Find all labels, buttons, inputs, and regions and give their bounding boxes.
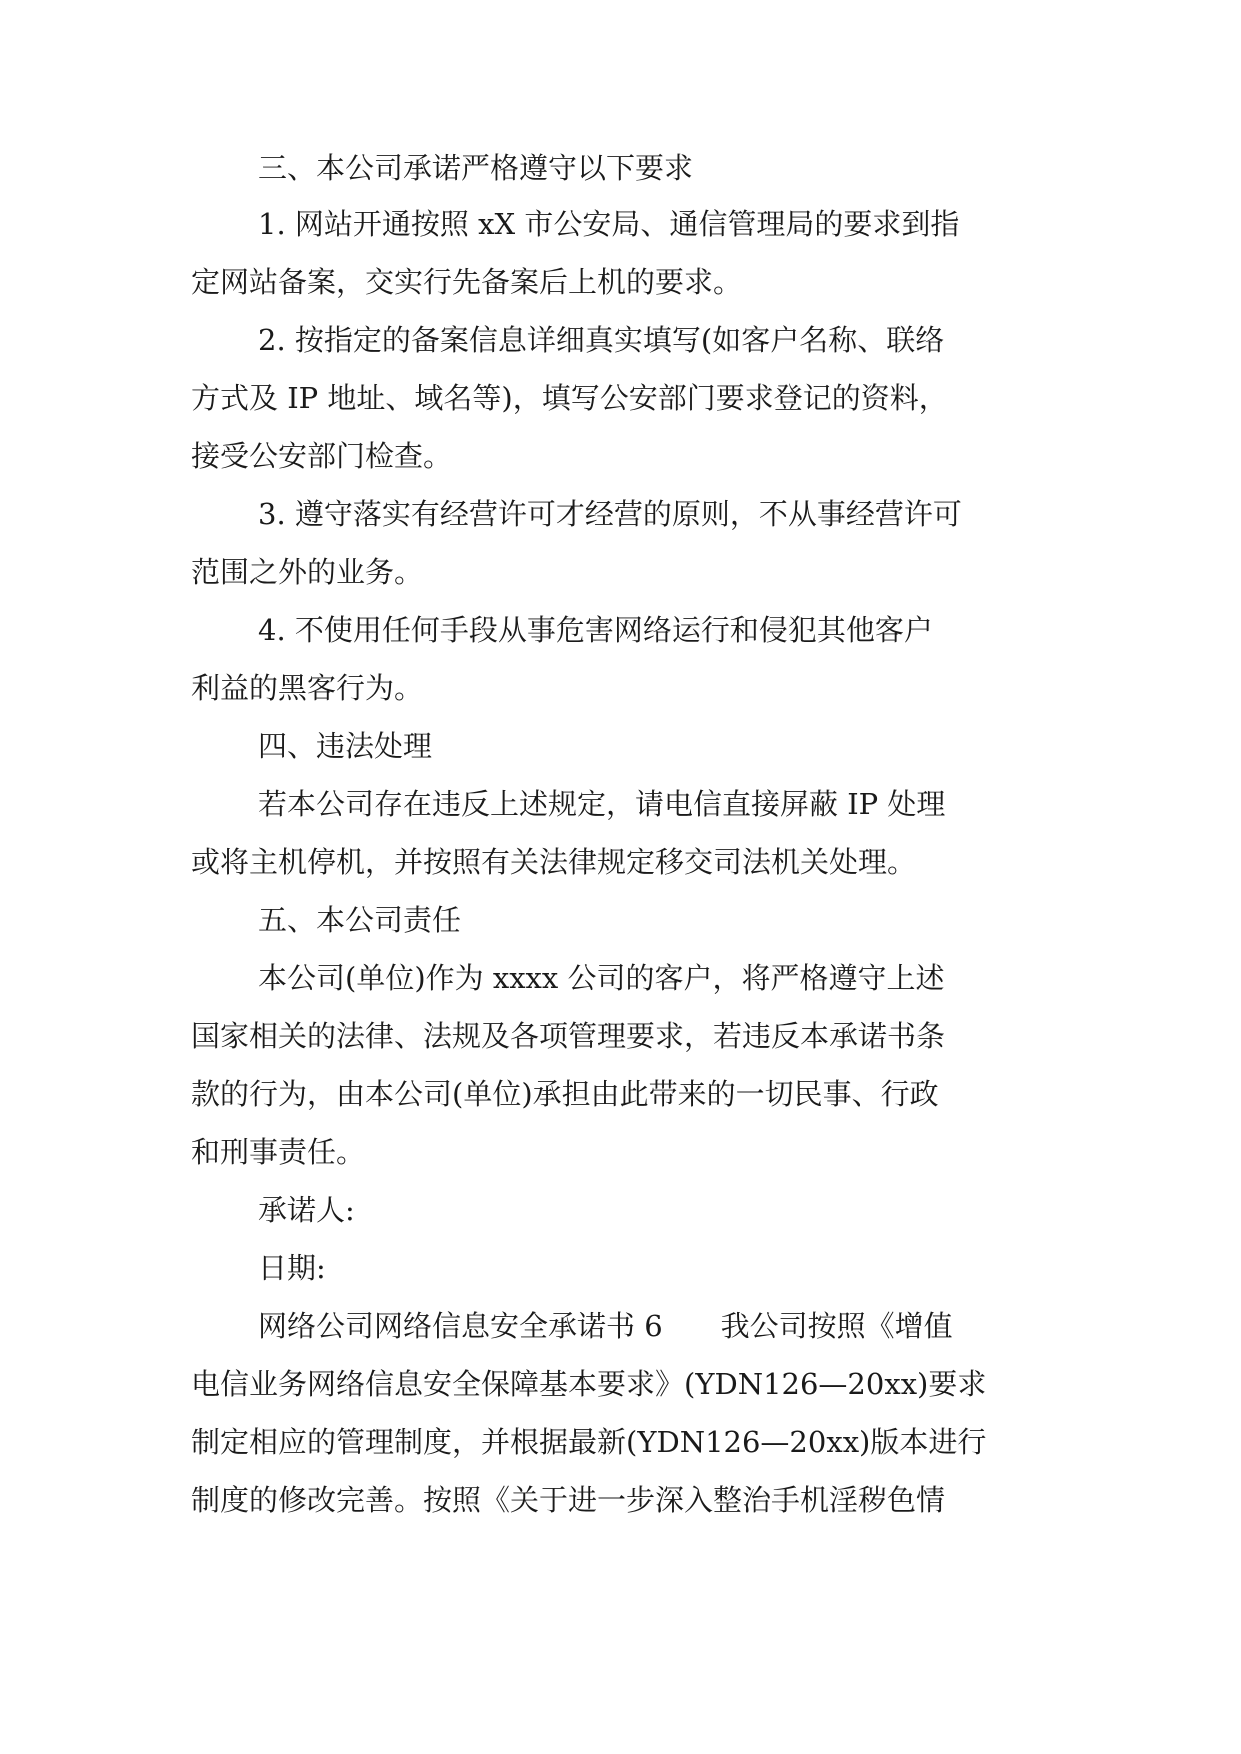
paragraph-line: 或将主机停机，并按照有关法律规定移交司法机关处理。 [191,845,917,879]
paragraph-line: 和刑事责任。 [191,1135,366,1169]
paragraph-line: 范围之外的业务。 [191,555,424,589]
paragraph-line: 定网站备案，交实行先备案后上机的要求。 [191,265,743,299]
paragraph-line: 款的行为，由本公司(单位)承担由此带来的一切民事、行政 [191,1077,939,1111]
paragraph-line: 国家相关的法律、法规及各项管理要求，若违反本承诺书条 [191,1019,946,1053]
section-heading-5: 五、本公司责任 [258,903,462,937]
paragraph-line: 接受公安部门检查。 [191,439,453,473]
section-heading-3: 三、本公司承诺严格遵守以下要求 [258,151,694,185]
date-label: 日期: [258,1251,326,1285]
section-heading-4: 四、违法处理 [258,729,433,763]
paragraph-line: 若本公司存在违反上述规定，请电信直接屏蔽 IP 处理 [258,787,946,821]
paragraph-line: 制定相应的管理制度，并根据最新(YDN126—20xx)版本进行 [191,1425,987,1459]
paragraph-line: 本公司(单位)作为 xxxx 公司的客户，将严格遵守上述 [258,961,945,995]
paragraph-line: 网络公司网络信息安全承诺书 6 我公司按照《增值 [258,1309,953,1343]
paragraph-line: 方式及 IP 地址、域名等)，填写公安部门要求登记的资料， [191,381,948,415]
paragraph-line: 3. 遵守落实有经营许可才经营的原则，不从事经营许可 [258,497,962,531]
paragraph-line: 1. 网站开通按照 xX 市公安局、通信管理局的要求到指 [258,207,960,241]
paragraph-line: 2. 按指定的备案信息详细真实填写(如客户名称、联络 [258,323,945,357]
paragraph-line: 电信业务网络信息安全保障基本要求》(YDN126—20xx)要求 [191,1367,987,1401]
paragraph-line: 利益的黑客行为。 [191,671,424,705]
paragraph-line: 制度的修改完善。按照《关于进一步深入整治手机淫秽色情 [191,1483,946,1517]
paragraph-line: 4. 不使用任何手段从事危害网络运行和侵犯其他客户 [258,613,933,647]
signatory-label: 承诺人: [258,1193,355,1227]
